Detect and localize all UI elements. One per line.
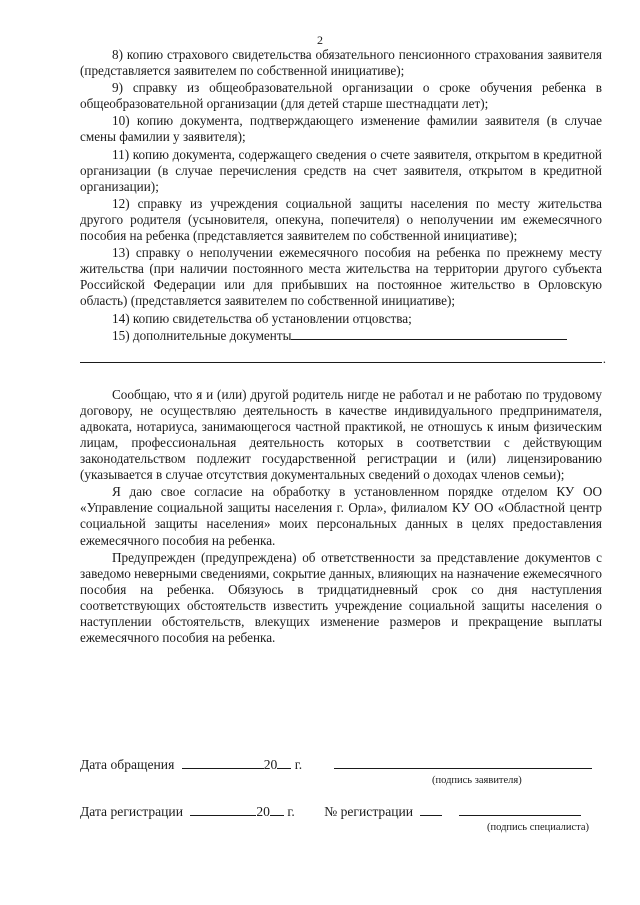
registration-number-label: № регистрации [324,804,414,819]
list-item-10: 10) копию документа, подтверждающего изменение фамилии заявителя (в случае смены фамилии у заявителя); [80,113,602,145]
employment-statement: Сообщаю, что я и (или) другой родитель нигде не работал и не работаю по трудовому договору, не осуществляю деятельность в качестве индивидуального предпринимателя, адвоката, нотариуса, занимающегося частной практикой, не отношусь к иным физическим лицам, профессиональная деятельность которых в соответствии с действующим законодательством подлежит государственной регистрации и (или) лицензированию (указывается в случае отсутствия документальных сведений о доходах членов семьи); [80,386,602,483]
page-number: 2 [317,33,323,47]
appeal-year-suffix: г. [294,757,303,772]
appeal-date-field[interactable] [182,757,264,769]
appeal-date-label: Дата обращения [80,757,175,772]
responsibility-statement: Предупрежден (предупреждена) об ответственности за представление документов с заведомо неверными сведениями, сокрытие данных, влияющих на назначение ежемесячного пособия на ребенка. Обязуюсь в тридцатидневный срок со дня наступления соответствующих обстоятельств известить учреждение социальной защиты населения о наступлении обстоятельств, влекущих изменение размеров и прекращение выплаты ежемесячного пособия на ребенка. [80,549,602,646]
document-body [80,47,606,647]
registration-number-field[interactable] [420,804,442,816]
registration-year-suffix: г. [287,804,295,819]
registration-date-field[interactable] [190,804,256,816]
registration-date-label: Дата регистрации [80,804,183,819]
registration-year-prefix: 20 [256,804,270,819]
appeal-date-row [80,757,602,773]
consent-statement: Я даю свое согласие на обработку в установленном порядке отделом КУ ОО «Управление социальной защиты населения г. Орла», филиалом КУ ОО «Областной центр социальной защиты населения» моих персональных данных в целях предоставления ежемесячного пособия на ребенка. [80,484,602,548]
registration-year-field[interactable] [270,804,284,816]
appeal-year-prefix: 20 [263,757,278,772]
appeal-year-field[interactable] [277,757,291,769]
list-item-11: 11) копию документа, содержащего сведения о счете заявителя, открытом в кредитной организации (в случае перечисления средств на счет заявителя, открытом в кредитной организации); [80,146,602,194]
list-item-12: 12) справку из учреждения социальной защиты населения по месту жительства другого родителя (усыновителя, опекуна, попечителя) о неполучении им ежемесячного пособия на ребенка (представляется заявителем по собственной инициативе); [80,195,602,244]
applicant-signature-field[interactable] [334,757,592,769]
list-item-15-label: 15) дополнительные документы [112,327,292,343]
list-item-15 [80,328,602,344]
list-item-9: 9) справку из общеобразовательной организации о сроке обучения ребенка в общеобразовательной организации (для детей старше шестнадцати лет); [80,80,602,112]
applicant-signature-caption: (подпись заявителя) [432,775,522,786]
list-item-14: 14) копию свидетельства об установлении отцовства; [112,310,412,326]
registration-row [80,804,602,820]
specialist-signature-caption: (подпись специалиста) [487,822,590,833]
additional-documents-line-2[interactable] [80,350,606,366]
list-item-13: 13) справку о неполучении ежемесячного пособия на ребенка по прежнему месту жительства (при наличии постоянного места жительства на территории другого субъекта Российской Федерации или для прибывших на постоянное жительство в Орловскую область) (представляется заявителем по собственной инициативе); [80,245,602,309]
line-end-period: . [602,350,606,366]
additional-documents-line[interactable] [291,328,567,340]
list-item-8: 8) копию страхового свидетельства обязательного пенсионного страхования заявителя (представляется заявителем по собственной инициативе); [80,47,602,79]
specialist-signature-field[interactable] [459,804,581,816]
